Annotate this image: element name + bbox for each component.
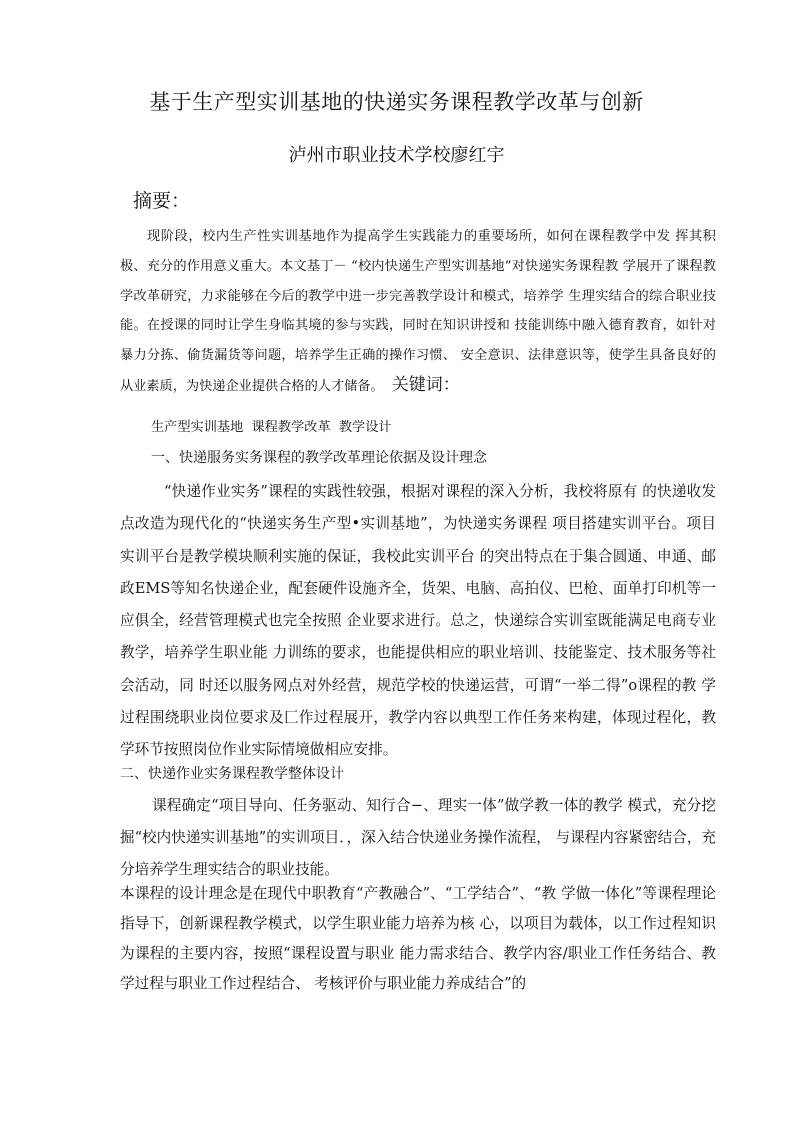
abstract-label: 摘要： (133, 190, 191, 212)
keywords-label: 关键词： (391, 374, 460, 395)
abstract-paragraph (120, 222, 716, 402)
author-line: 泸州市职业技术学校廖红宇 (288, 145, 505, 166)
section-1-paragraph: “快递作业实务”课程的实践性较强，根据对课程的深入分析，我校将原有 的快递收发点改造为现代化的“快递实务生产型•实训基地”，为快递实务课程 项目搭建实训平台。项目实训平台是教学模块顺利实施的保证，我校此实训平台 的突出特点在于集合圆通、申通、邮政EMS等知名快递企业，配套硬件设施齐全，货架、电脑、高拍仪、巴枪、面单打印机等一应俱全，经营管理模式也完全按照 企业要求进行。总之，快递综合实训室既能满足电商专业教学，培养学生职业能 力训练的要求，也能提供相应的职业培训、技能鉴定、技术服务等社会活动，同 时还以服务网点对外经营，规范学校的快递运营，可谓“一举二得”o课程的教 学过程围绕职业岗位要求及匚作过程展开，教学内容以典型工作任务来构建，体现过程化，教学环节按照岗位作业实际情境做相应安排。 (120, 483, 716, 759)
keyword-item: 教学设计 (338, 420, 392, 435)
keyword-item: 课程教学改革 (251, 420, 331, 435)
section-2-paragraph: 课程确定“项目导向、任务驱动、知行合−、理实一体”做学教一体的教学 模式，充分挖掘“校内快递实训基地”的实训项目．，深入结合快递业务操作流程， 与课程内容紧密结合，充分培养学生理实结合的职业技能。 (120, 797, 717, 878)
keyword-item: 生产型实训基地 (151, 420, 244, 435)
section-2-paragraph-2: 本课程的设计理念是在现代中职教育“产教融合”、“工学结合”、“教 学做一体化”等课程理论指导下，创新课程教学模式，以学生职业能力培养为核 心，以项目为载体，以工作过程知识为课程的主要内容，按照“课程设置与职业 能力需求结合、教学内容/职业工作任务结合、教学过程与职业工作过程结合、 考核评价与职业能力养成结合”的 (120, 885, 716, 992)
section-1-heading: 一、快递服务实务课程的教学改革理论依据及设计理念 (151, 450, 487, 466)
document-title: 基于生产型实训基地的快递实务课程教学改革与创新 (149, 90, 644, 114)
abstract-text: 现阶段，校内生产性实训基地作为提高学生实践能力的重要场所，如何在课程教学中发 挥其积极、充分的作用意义重大。本文基丁－ “校内快递生产型实训基地”对快递实务课程教 学展开了课程教学改革研究，力求能够在今后的教学中进一步完善教学设计和模式，培养学 生理实结合的综合职业技能。在授课的同时让学生身临其境的参与实践，同时在知识讲授和 技能训练中融入德育教育，如针对暴力分拣、偷货漏货等问题，培养学生正确的操作习惯、 安全意识、法律意识等，使学生具备良好的从业素质，为快递企业提供合格的人才储备。 (120, 229, 716, 394)
section-2-heading: 二、快递作业实务课程教学整体设计 (120, 766, 344, 782)
keywords-list (151, 416, 396, 435)
